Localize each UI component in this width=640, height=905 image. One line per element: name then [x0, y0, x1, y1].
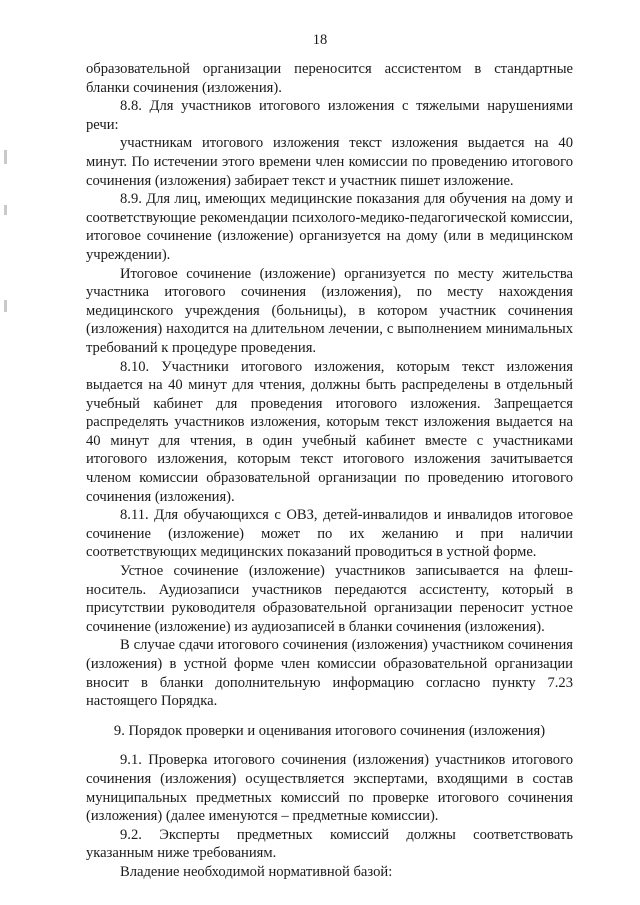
paragraphs-before-section [86, 60, 573, 711]
paragraph: Владение необходимой нормативной базой: [120, 863, 393, 880]
paragraph: Итоговое сочинение (изложение) организуется по месту жительства участника итогового сочинения (изложения), по месту нахождения медицинского учреждения (больницы), в котором участник сочинения (изложения) находится на длительном лечении, с выполнением минимальных требований к процедуре проведения. [86, 265, 573, 356]
paragraphs-after-section [86, 751, 573, 881]
scan-edge-mark [4, 150, 7, 164]
paragraph: образовательной организации переносится ассистентом в стандартные бланки сочинения (изложения). [86, 61, 573, 96]
paragraph: участникам итогового изложения текст изложения выдается на 40 минут. По истечении этого времени член комиссии по проведению итогового сочинения (изложения) забирает текст и участник пишет изложение. [86, 135, 573, 189]
section-heading: 9. Порядок проверки и оценивания итогового сочинения (изложения) [113, 722, 546, 739]
paragraph: 8.8. Для участников итогового изложения с тяжелыми нарушениями речи: [86, 98, 573, 133]
paragraph: 8.11. Для обучающихся с ОВЗ, детей-инвалидов и инвалидов итоговое сочинение (изложение) может по их желанию и при наличии соответствующих медицинских показаний проводиться в устной форме. [86, 507, 573, 561]
scan-edge-mark [4, 300, 7, 312]
document-body [86, 60, 573, 882]
paragraph: 8.9. Для лиц, имеющих медицинские показания для обучения на дому и соответствующие рекомендации психолого-медико-педагогической комиссии, итоговое сочинение (изложение) организуется на дому (или в медицинском учреждении). [86, 191, 573, 263]
scan-edge-mark [4, 205, 7, 215]
paragraph: 9.1. Проверка итогового сочинения (изложения) участников итогового сочинения (изложения) осуществляется экспертами, входящими в состав муниципальных предметных комиссий по проверке итогового сочинения (изложения) (далее именуются – предметные комиссии). [86, 752, 573, 825]
paragraph: 9.2. Эксперты предметных комиссий должны соответствовать указанным ниже требованиям. [86, 826, 573, 862]
paragraph: В случае сдачи итогового сочинения (изложения) участником сочинения (изложения) в устной форме член комиссии образовательной организации вносит в бланки дополнительную информацию согласно пункту 7.23 настоящего Порядка. [86, 637, 573, 710]
page-number: 18 [312, 32, 328, 48]
paragraph: 8.10. Участники итогового изложения, которым текст изложения выдается на 40 минут для чтения, должны быть распределены в отдельный учебный кабинет для проведения итогового изложения. Запрещается распределять участников изложения, которым текст изложения выдается на 40 минут для чтения, в один учебный кабинет вместе с участниками итогового изложения, которым текст итогового изложения зачитывается членом комиссии образовательной организации по проведению итогового сочинения (изложения). [86, 358, 573, 505]
paragraph: Устное сочинение (изложение) участников записывается на флеш-носитель. Аудиозаписи участников передаются ассистенту, который в присутствии руководителя образовательной организации переносит устное сочинение (изложение) из аудиозаписей в бланки сочинения (изложения). [86, 563, 573, 635]
